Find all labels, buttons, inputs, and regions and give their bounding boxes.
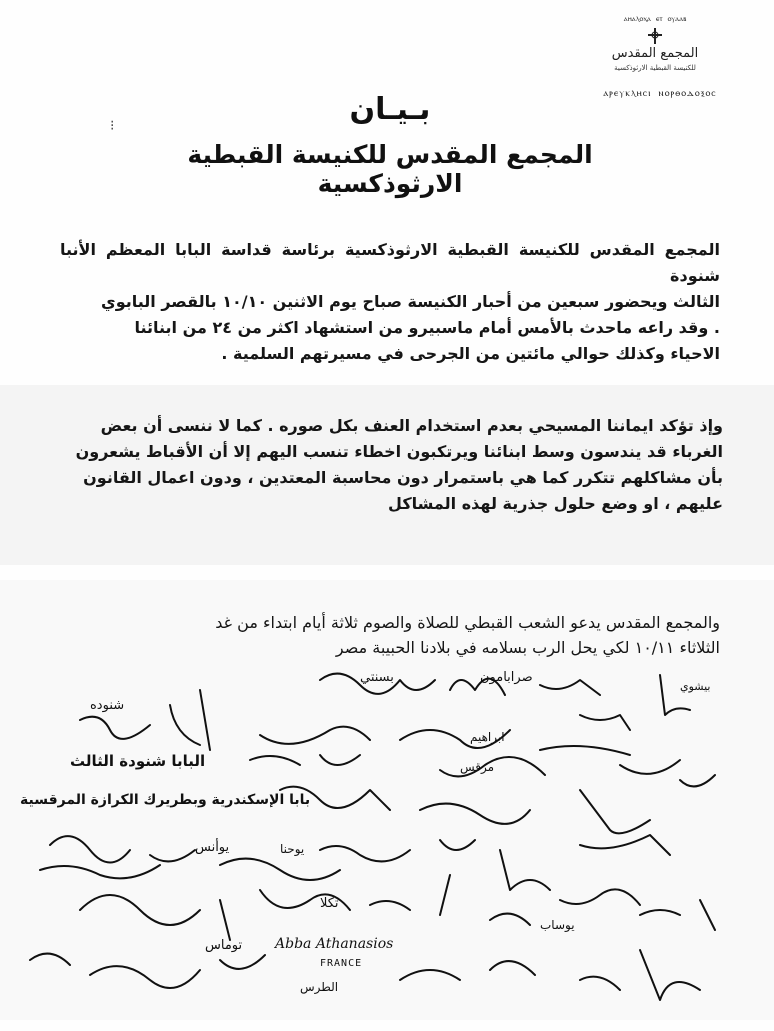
latin-signature: Abba Athanasios bbox=[275, 936, 394, 952]
paragraph-1-line: المجمع المقدس للكنيسة القبطية الارثوذكسية برئاسة قداسة البابا المعظم الأنبا شنودة bbox=[60, 240, 720, 285]
seal-coptic-bottom: ⲁⲣⲉⲩⲕⲗⲏⲥⲓ ⲛⲟⲣⲑⲟⲇⲟⲝⲟⲥ bbox=[603, 88, 717, 99]
handwritten-signatures bbox=[20, 660, 755, 1020]
seal-cross-icon bbox=[645, 26, 665, 46]
paragraph-1-line: الثالث ويحضور سبعين من أحبار الكنيسة صباح يوم الاثنين ١٠/١٠ بالقصر البابوي bbox=[101, 292, 720, 311]
paragraph-3-line: الثلاثاء ١٠/١١ لكي يحل الرب بسلامه في بلادنا الحبيبة مصر bbox=[335, 638, 720, 657]
seal-coptic-top: ⲁⲏⲁⲗⲟⲭⲁ ⲉⲧ ⲟⲩⲁⲁⲃ bbox=[623, 14, 687, 23]
paragraph-3-line: والمجمع المقدس يدعو الشعب القبطي للصلاة والصوم ثلاثة أيام ابتداء من غد bbox=[215, 613, 720, 632]
signature-name: يوساب bbox=[540, 918, 575, 932]
paragraph-2-line: وإذ تؤكد ايماننا المسيحي بعدم استخدام العنف بكل صوره . كما لا ننسى أن بعض bbox=[100, 416, 723, 435]
paragraph-1-line: . وقد راعه ماحدث بالأمس أمام ماسبيرو من استشهاد اكثر من ٢٤ من ابنائنا bbox=[134, 318, 720, 337]
document-subheading: المجمع المقدس للكنيسة القبطية الارثوذكسية bbox=[187, 140, 593, 198]
signature-name: بيشوي bbox=[680, 680, 711, 693]
signature-name: بسنتي bbox=[360, 670, 394, 685]
paragraph-2-line: عليهم ، او وضع حلول جذرية لهذه المشاكل bbox=[388, 494, 723, 513]
paragraph-2-line: الغرباء قد يندسون وسط ابنائنا ويرتكبون اخطاء تنسب اليهم إلا أن الأقباط يشعرون bbox=[75, 442, 723, 461]
signature-name: توماس bbox=[205, 938, 243, 953]
pope-signature-name: البابا شنودة الثالث bbox=[70, 752, 206, 770]
paragraph-2-line: بأن مشاكلهم تتكرر كما هي باستمرار دون محاسبة المعتدين ، ودون اعمال القانون bbox=[83, 468, 723, 487]
paragraph-1 bbox=[60, 237, 720, 367]
seal-arabic-title: المجمع المقدس bbox=[611, 46, 699, 61]
paragraph-1-line: الاحياء وكذلك حوالي مائتين من الجرحى في مسيرتهم السلمية . bbox=[221, 344, 720, 363]
signatures-area bbox=[20, 660, 755, 1020]
signature-name: يوأنس bbox=[195, 840, 230, 855]
signature-name: يوحنا bbox=[280, 842, 305, 856]
signature-name: شنوده bbox=[90, 698, 125, 713]
margin-mark: ⁝ bbox=[110, 118, 115, 134]
holy-synod-seal bbox=[555, 14, 755, 104]
signature-name: مرقس bbox=[460, 760, 495, 774]
paragraph-3 bbox=[60, 610, 720, 660]
document-heading: بـيـان bbox=[349, 92, 431, 127]
signature-name: الطرس bbox=[300, 980, 339, 994]
signature-name: تكلا bbox=[320, 896, 339, 911]
seal-arabic-subtitle: للكنيسة القبطية الارثوذكسية bbox=[614, 64, 696, 72]
pope-signature-title: بابا الإسكندرية وبطريرك الكرازة المرقسية bbox=[20, 792, 311, 808]
paragraph-2 bbox=[55, 413, 723, 517]
signature-name: ابراهيم bbox=[470, 730, 505, 744]
signature-name: صرابامون bbox=[480, 670, 533, 685]
latin-signature-country: FRANCE bbox=[320, 958, 363, 969]
